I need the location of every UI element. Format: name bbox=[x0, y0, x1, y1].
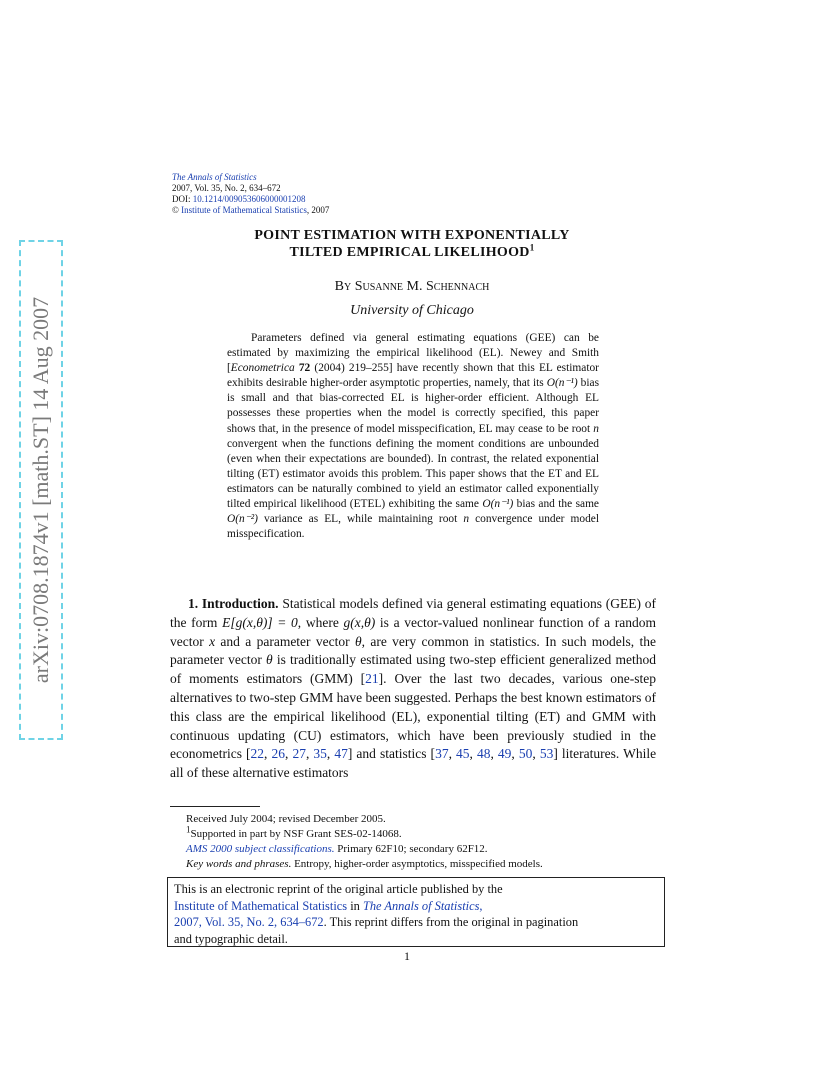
footnote-divider bbox=[170, 806, 260, 807]
arxiv-id: arXiv:0708.1874v1 [math.ST] 14 Aug 2007 bbox=[28, 296, 53, 684]
citation-link[interactable]: 49 bbox=[497, 746, 512, 762]
citation-link[interactable]: 37 bbox=[435, 746, 449, 762]
title-footnote-mark[interactable]: 1 bbox=[529, 242, 535, 253]
copyright-icon: © bbox=[172, 205, 179, 215]
affiliation: University of Chicago bbox=[350, 303, 474, 318]
ams-classification: AMS 2000 subject classifications. Primary 62F10; secondary 62F12. bbox=[186, 843, 488, 855]
introduction-section: 1. Introduction. Statistical models defined via general estimating equations (GEE) of the form E[g(x,θ)] = 0, where g(x,θ) is a vector-valued nonlinear function of a random vector x and a parameter vector θ, are very common in statistics. In such models, the parameter vector θ is traditionally estimated using two-step efficient generalized method of moments estimators (GMM) [21]. Over the last two decades, various one-step alternatives to two-step GMM have been suggested. Perhaps the best known estimators of this class are the empirical likelihood (EL), exponential tilting (ET) and GMM with continuous updating (CU) estimators, which have been previously studied in the econometrics [22, 26, 27, 35, 47] and statistics [37, 45, 48, 49, 50, 53] literatures. While all of these alternative estimators bbox=[170, 596, 657, 781]
arxiv-sidebar-stamp bbox=[19, 240, 63, 740]
section-heading: 1. Introduction. bbox=[188, 596, 279, 611]
author: By Susanne M. Schennach bbox=[334, 279, 490, 294]
volume-line: 2007, Vol. 35, No. 2, 634–672 bbox=[172, 183, 281, 193]
citation-link[interactable]: 50 bbox=[518, 746, 533, 762]
journal-link[interactable]: The Annals of Statistics bbox=[172, 172, 257, 182]
citation-link[interactable]: 45 bbox=[456, 746, 470, 762]
citation-link[interactable]: 27 bbox=[292, 746, 306, 762]
citation-link[interactable]: 2007, Vol. 35, No. 2, 634–672 bbox=[174, 915, 324, 929]
ams-link[interactable]: AMS 2000 subject classifications. bbox=[186, 843, 335, 855]
copyright-line: © Institute of Mathematical Statistics, 2007 bbox=[172, 205, 330, 215]
journal-header bbox=[172, 172, 329, 216]
reprint-notice: This is an electronic reprint of the original article published by the Institute of Mathematical Statistics in The Annals of Statistics, 2007, Vol. 35, No. 2, 634–672. This reprint differs from the original in pagination and typographic detail. bbox=[167, 877, 665, 947]
journal-link[interactable]: The Annals of Statistics bbox=[362, 898, 480, 913]
citation-link[interactable]: 35 bbox=[313, 746, 327, 762]
page-number: 1 bbox=[404, 949, 410, 963]
ims-link[interactable]: Institute of Mathematical Statistics bbox=[174, 898, 348, 913]
abstract: Parameters defined via general estimating equations (GEE) can be estimated by maximizing the empirical likelihood (EL). Newey and Smith [Econometrica 72 (2004) 219–255] have recently shown that this EL estimator exhibits desirable higher-order asymptotic properties, namely, that its O(n⁻¹) bias is small and that bias-corrected EL is higher-order efficient. Although EL possesses these properties when the model is correctly specified, this paper shows that, in the presence of model misspecification, EL may cease to be root n convergent when the functions defining the moment conditions are unbounded (even when their expectations are bounded). In contrast, the related exponential tilting (ET) estimator avoids this problem. This paper shows that the ET and EL estimators can be naturally combined to yield an estimator called exponentially tilted empirical likelihood (ETEL) exhibiting the same O(n⁻¹) bias and the same O(n⁻²) variance as EL, while maintaining root n convergence under model misspecification. bbox=[227, 332, 600, 541]
citation-link[interactable]: 22 bbox=[250, 746, 265, 762]
citation-link[interactable]: 47 bbox=[334, 746, 348, 762]
citation-link[interactable]: 21 bbox=[365, 671, 379, 687]
keywords: Key words and phrases. Entropy, higher-order asymptotics, misspecified models. bbox=[186, 858, 543, 870]
received-note: Received July 2004; revised December 2005. bbox=[186, 813, 386, 825]
paper-title: POINT ESTIMATION WITH EXPONENTIALLY TILTED EMPIRICAL LIKELIHOOD$^1$ bbox=[254, 228, 570, 260]
doi-link[interactable]: 10.1214/009053606000001208 bbox=[192, 194, 306, 204]
footnotes bbox=[186, 812, 543, 872]
citation-link[interactable]: 26 bbox=[271, 746, 285, 762]
ims-link[interactable]: Institute of Mathematical Statistics bbox=[181, 205, 307, 215]
citation-link[interactable]: 48 bbox=[476, 746, 491, 762]
doi-line: DOI: 10.1214/009053606000001208 bbox=[172, 194, 306, 204]
citation-link[interactable]: 53 bbox=[539, 746, 554, 762]
support-note: $^1$Supported in part by NSF Grant SES-02-14068. bbox=[186, 824, 402, 840]
